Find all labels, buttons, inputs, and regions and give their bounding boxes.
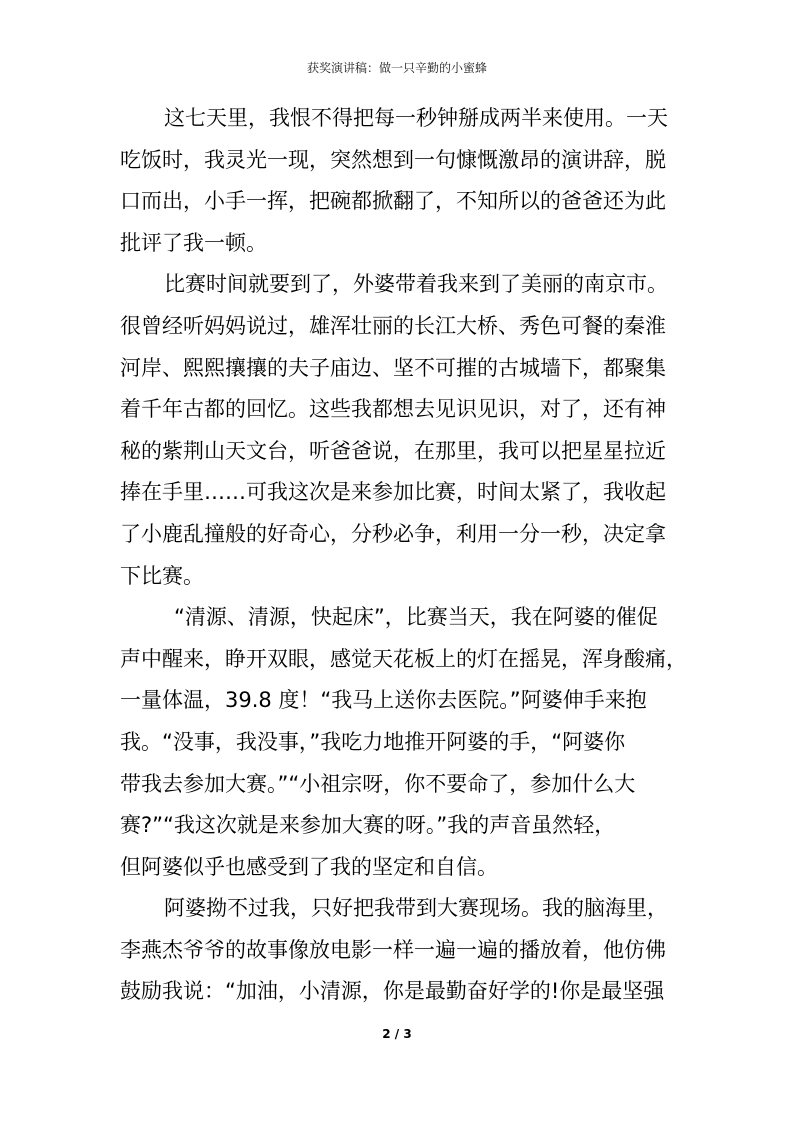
text-line: 批评了我一顿。 [120,230,267,255]
text-line: 吃饭时，我灵光一现，突然想到一句慷慨激昂的演讲辞，脱 [120,147,666,172]
text-line: 了小鹿乱撞般的好奇心，分秒必争，利用一分一秒，决定拿 [120,521,666,546]
text-line: 捧在手里……可我这次是来参加比赛，时间太紧了，我收起 [120,480,666,505]
text-line: 口而出，小手一挥，把碗都掀翻了，不知所以的爸爸还为此 [120,189,666,214]
document-body [120,98,687,1013]
text-line: 李燕杰爷爷的故事像放电影一样一遍一遍的播放着，他仿佛 [120,937,666,962]
text-line: 带我去参加大赛。”“小祖宗呀，你不要命了，参加什么大 [120,771,636,796]
text-line: 河岸、熙熙攘攘的夫子庙边、坚不可摧的古城墙下，都聚集 [120,355,666,380]
text-line: 着千年古都的回忆。这些我都想去见识见识，对了，还有神 [120,397,666,422]
text-line: 一量体温，39.8 度！“我马上送你去医院。”阿婆伸手来抱 [120,688,647,713]
document-header: 获奖演讲稿：做一只辛勤的小蜜蜂 [306,61,487,75]
text-line: “清源、清源，快起床”，比赛当天，我在阿婆的催促 [174,605,658,630]
text-line: 这七天里，我恨不得把每一秒钟掰成两半来使用。一天 [164,106,668,130]
text-line: 阿婆拗不过我，只好把我带到大赛现场。我的脑海里， [164,896,668,921]
page-number: 2 / 3 [382,1027,412,1041]
text-line: 下比赛。 [120,563,204,588]
text-line: 但阿婆似乎也感受到了我的坚定和自信。 [120,854,498,879]
text-line: 我。“没事，我没事，”我吃力地推开阿婆的手，“阿婆你 [120,729,626,754]
text-line: 秘的紫荆山天文台，听爸爸说，在那里，我可以把星星拉近 [120,438,666,463]
text-line: 声中醒来，睁开双眼，感觉天花板上的灯在摇晃，浑身酸痛， [120,646,687,671]
text-line: 很曾经听妈妈说过，雄浑壮丽的长江大桥、秀色可餐的秦淮 [120,313,666,338]
text-line: 比赛时间就要到了，外婆带着我来到了美丽的南京市。 [164,272,668,297]
text-line: 鼓励我说：“加油，小清源，你是最勤奋好学的!你是最坚强 [120,979,665,1004]
text-line: 赛?”“我这次就是来参加大赛的呀。”我的声音虽然轻， [120,813,616,838]
